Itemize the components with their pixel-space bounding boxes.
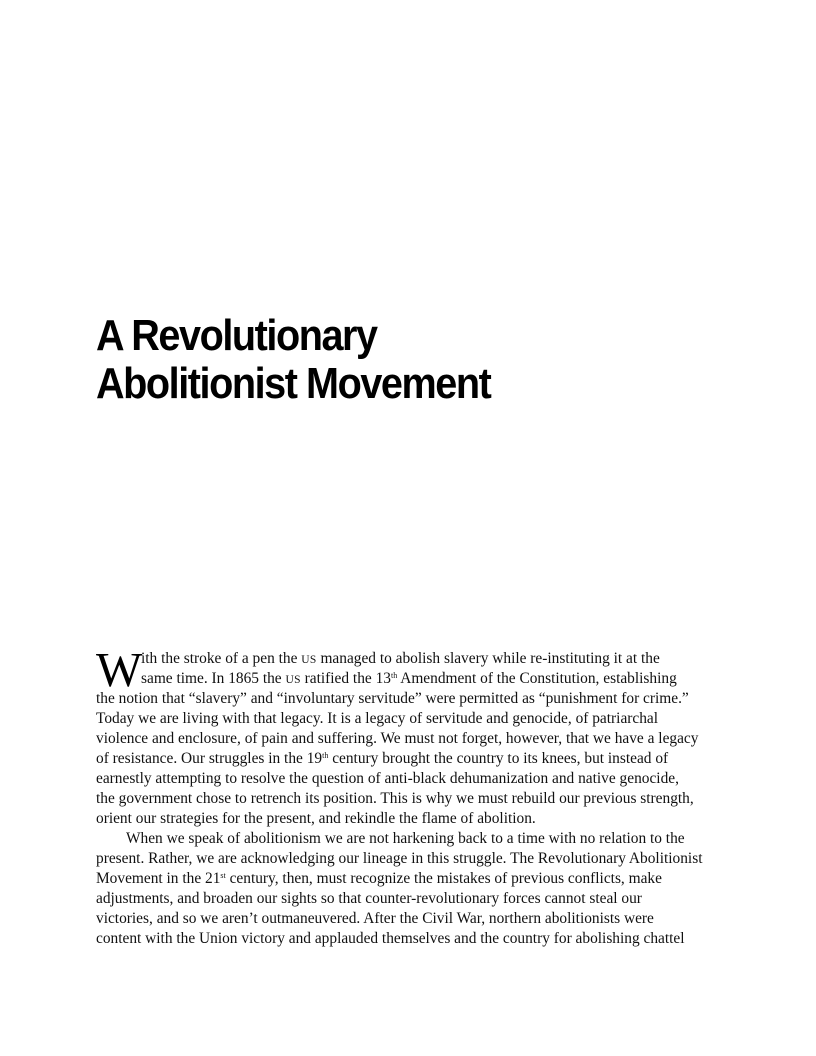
chapter-title	[96, 312, 672, 408]
drop-cap: W	[96, 642, 143, 697]
text-line: orient our strategies for the present, and rekindle the flame of abolition.	[96, 810, 536, 827]
text-line: Movement in the 21st century, then, must recognize the mistakes of previous conflicts, make	[96, 870, 662, 887]
text-line: victories, and so we aren’t outmaneuvered. After the Civil War, northern abolitionists were	[96, 910, 654, 927]
chapter-title-line-1: A Revolutionary	[96, 311, 377, 360]
text-line: When we speak of abolitionism we are not harkening back to a time with no relation to the	[126, 830, 685, 847]
text-line: earnestly attempting to resolve the question of anti-black dehumanization and native genocide,	[96, 770, 679, 787]
text-line: same time. In 1865 the US ratified the 13th Amendment of the Constitution, establishing	[141, 670, 677, 687]
chapter-title-line-2: Abolitionist Movement	[96, 359, 491, 408]
text-line: Today we are living with that legacy. It is a legacy of servitude and genocide, of patriarchal	[96, 710, 659, 727]
text-line: content with the Union victory and applauded themselves and the country for abolishing chattel	[96, 930, 685, 947]
body-text	[96, 642, 720, 949]
text-line: adjustments, and broaden our sights so that counter-revolutionary forces cannot steal our	[96, 890, 642, 907]
text-line: violence and enclosure, of pain and suffering. We must not forget, however, that we have a legacy	[96, 730, 699, 747]
text-line: present. Rather, we are acknowledging our lineage in this struggle. The Revolutionary Abolitionist	[96, 850, 703, 867]
text-line: of resistance. Our struggles in the 19th century brought the country to its knees, but instead of	[96, 750, 669, 767]
text-line: ith the stroke of a pen the US managed to abolish slavery while re-instituting it at the	[141, 650, 660, 667]
text-line: the notion that “slavery” and “involuntary servitude” were permitted as “punishment for crime.”	[96, 690, 689, 707]
text-line: the government chose to retrench its position. This is why we must rebuild our previous strength,	[96, 790, 694, 807]
